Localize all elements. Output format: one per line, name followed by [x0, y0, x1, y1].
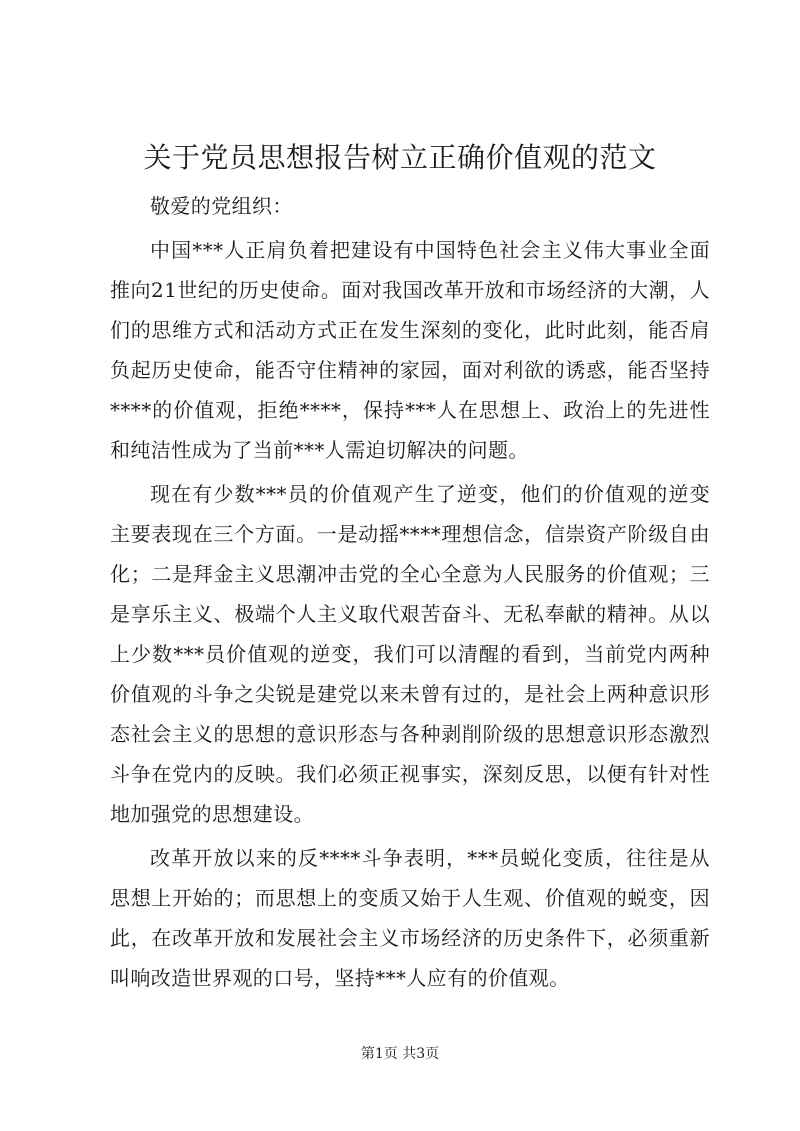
paragraph: 现在有少数***员的价值观产生了逆变，他们的价值观的逆变主要表现在三个方面。一是动摇****理想信念，信崇资产阶级自由化；二是拜金主义思潮冲击党的全心全意为人民服务的价值观；三是享乐主义、极端个人主义取代艰苦奋斗、无私奉献的精神。从以上少数***员价值观的逆变，我们可以清醒的看到，当前党内两种价值观的斗争之尖锐是建党以来未曾有过的，是社会上两种意识形态社会主义的思想的意识形态与各种剥削阶级的思想意识形态激烈斗争在党内的反映。我们必须正视事实，深刻反思，以便有针对性地加强党的思想建设。: [110, 482, 710, 826]
paragraph: 改革开放以来的反****斗争表明，***员蜕化变质，往往是从思想上开始的；而思想上的变质又始于人生观、价值观的蜕变，因此，在改革开放和发展社会主义市场经济的历史条件下，必须重新叫响改造世界观的口号，坚持***人应有的价值观。: [110, 846, 710, 990]
salutation: 敬爱的党组织：: [150, 194, 293, 218]
paragraph: 中国***人正肩负着把建设有中国特色社会主义伟大事业全面推向21世纪的历史使命。面对我国改革开放和市场经济的大潮，人们的思维方式和活动方式正在发生深刻的变化，此时此刻，能否肩负起历史使命，能否守住精神的家园，面对利欲的诱惑，能否坚持****的价值观，拒绝****，保持***人在思想上、政治上的先进性和纯洁性成为了当前***人需迫切解决的问题。: [110, 238, 710, 462]
page-title: 关于党员思想报告树立正确价值观的范文: [143, 141, 657, 174]
page-footer: 第1页 共3页: [360, 1046, 440, 1062]
document-body: [110, 186, 710, 998]
